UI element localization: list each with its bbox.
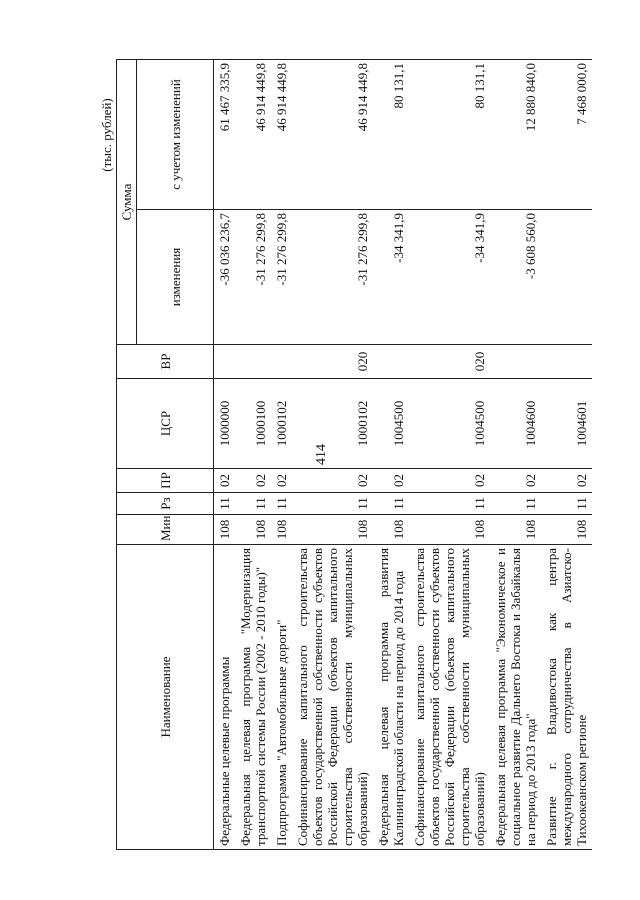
row-vr-cell [271, 345, 292, 379]
row-min-cell: 108 [373, 515, 409, 545]
header-sum: Сумма [117, 60, 137, 345]
table-row [490, 60, 541, 850]
row-pr-cell: 02 [292, 469, 373, 493]
row-min-cell: 108 [271, 515, 292, 545]
row-name-cell: Софинансирование капитального строительства объектов государственной собственности субъектов Российской Федерации (объектов капитального строительства собственности муниципальных образований) [409, 545, 490, 850]
row-change-cell: -31 276 299,8 [235, 210, 271, 345]
header-changes: изменения [137, 210, 214, 345]
table-row [214, 60, 236, 850]
row-name-cell: Федеральные целевые программы [214, 545, 236, 850]
rotated-budget-sheet [100, 60, 605, 850]
row-total-cell: 46 914 449,8 [292, 60, 373, 210]
row-min-cell: 108 [541, 515, 592, 545]
row-rz-cell: 11 [541, 493, 592, 515]
row-pr-cell: 02 [214, 469, 236, 493]
row-pr-cell: 02 [373, 469, 409, 493]
row-rz-cell: 11 [214, 493, 236, 515]
header-name: Наименование [117, 545, 214, 850]
row-change-cell: -34 341,9 [373, 210, 409, 345]
row-change-cell: -3 608 560,0 [490, 210, 541, 345]
row-change-cell: -31 276 299,8 [292, 210, 373, 345]
row-rz-cell: 11 [409, 493, 490, 515]
row-name-cell: Подпрограмма "Автомобильные дороги" [271, 545, 292, 850]
header-rz: Рз [117, 493, 214, 515]
table-header [117, 60, 214, 850]
row-csr-cell: 1004601 [541, 379, 592, 469]
row-rz-cell: 11 [235, 493, 271, 515]
row-csr-cell: 1000102 [271, 379, 292, 469]
row-csr-cell: 1000000 [214, 379, 236, 469]
table-row [271, 60, 292, 850]
row-name-cell: Развитие г. Владивостока как центра международного сотрудничества в Азиатско-Тихоокеанском регионе [541, 545, 592, 850]
row-rz-cell: 11 [271, 493, 292, 515]
table-row [373, 60, 409, 850]
row-name-cell: Софинансирование капитального строительства объектов государственной собственности субъектов Российской Федерации (объектов капитального строительства собственности муниципальных образований) [292, 545, 373, 850]
row-vr-cell [541, 345, 592, 379]
row-min-cell: 108 [235, 515, 271, 545]
row-pr-cell: 02 [541, 469, 592, 493]
row-csr-cell: 1004600 [490, 379, 541, 469]
row-name-cell: Федеральная целевая программа "Модернизация транспортной системы России (2002 - 2010 годы)" [235, 545, 271, 850]
row-min-cell: 108 [409, 515, 490, 545]
row-change-cell: -31 276 299,8 [271, 210, 292, 345]
row-name-cell: Федеральная целевая программа развития Калининградской области на период до 2014 года [373, 545, 409, 850]
table-row [541, 60, 592, 850]
row-vr-cell: 020 [409, 345, 490, 379]
page-number: 414 [314, 444, 329, 465]
row-total-cell: 80 131,1 [373, 60, 409, 210]
row-vr-cell [214, 345, 236, 379]
row-vr-cell: 020 [292, 345, 373, 379]
table-row [292, 60, 373, 850]
row-min-cell: 108 [214, 515, 236, 545]
row-pr-cell: 02 [490, 469, 541, 493]
row-name-cell: Федеральная целевая программа "Экономическое и социальное развитие Дальнего Востока и Забайкалья на период до 2013 года" [490, 545, 541, 850]
row-pr-cell: 02 [271, 469, 292, 493]
row-vr-cell [235, 345, 271, 379]
header-csr: ЦСР [117, 379, 214, 469]
table-row [235, 60, 271, 850]
row-csr-cell: 1000100 [235, 379, 271, 469]
header-vr: ВР [117, 345, 214, 379]
table-row [409, 60, 490, 850]
row-min-cell: 108 [292, 515, 373, 545]
header-with-changes: с учетом изменений [137, 60, 214, 210]
row-total-cell: 7 468 000,0 [541, 60, 592, 210]
row-total-cell: 12 880 840,0 [490, 60, 541, 210]
row-rz-cell: 11 [292, 493, 373, 515]
row-pr-cell: 02 [235, 469, 271, 493]
row-total-cell: 46 914 449,8 [271, 60, 292, 210]
row-csr-cell: 1004500 [409, 379, 490, 469]
row-vr-cell [490, 345, 541, 379]
row-csr-cell: 1000102 [292, 379, 373, 469]
row-change-cell [541, 210, 592, 345]
header-min: Мин [117, 515, 214, 545]
row-rz-cell: 11 [373, 493, 409, 515]
row-change-cell: -36 036 236,7 [214, 210, 236, 345]
row-total-cell: 61 467 335,9 [214, 60, 236, 210]
header-pr: ПР [117, 469, 214, 493]
table-body [214, 60, 593, 850]
budget-table [116, 59, 592, 850]
row-min-cell: 108 [490, 515, 541, 545]
units-label: (тыс. рублей) [99, 98, 114, 172]
row-vr-cell [373, 345, 409, 379]
row-rz-cell: 11 [490, 493, 541, 515]
row-csr-cell: 1004500 [373, 379, 409, 469]
row-total-cell: 80 131,1 [409, 60, 490, 210]
row-total-cell: 46 914 449,8 [235, 60, 271, 210]
row-pr-cell: 02 [409, 469, 490, 493]
row-change-cell: -34 341,9 [409, 210, 490, 345]
